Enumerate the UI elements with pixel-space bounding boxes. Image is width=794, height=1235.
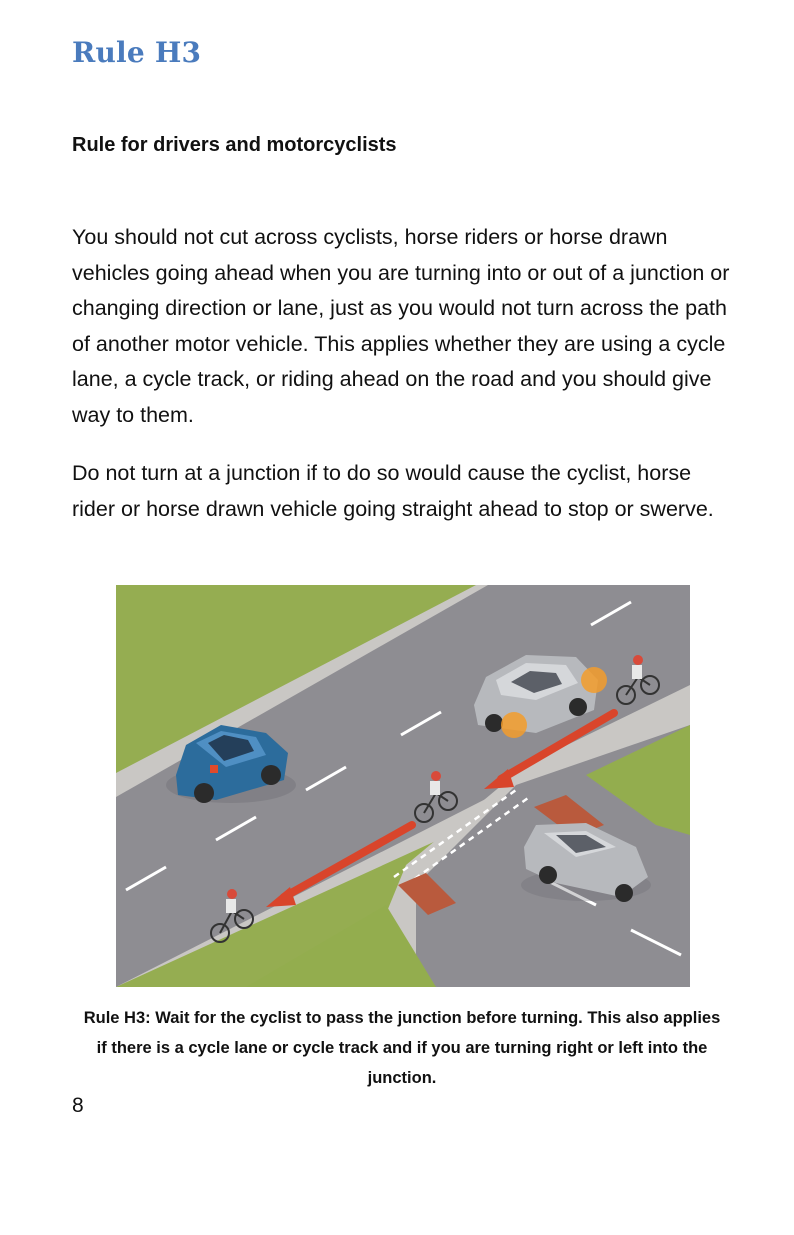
page-number: 8 <box>72 1094 84 1117</box>
paragraph-1: You should not cut across cyclists, horse riders or horse drawn vehicles going ahead when you are turning into or out of a junction or changing direction or lane, just as you would not turn across the path of another motor vehicle. This applies whether they are using a cycle lane, a cycle track, or riding ahead on the road and you should give way to them. <box>72 225 730 427</box>
illustration-caption: Rule H3: Wait for the cyclist to pass the junction before turning. This also applies if there is a cycle lane or cycle track and if you are turning right or left into the junction. <box>83 1009 721 1087</box>
section-subheading: Rule for drivers and motorcyclists <box>72 134 397 156</box>
junction-illustration <box>116 585 690 987</box>
indicator-light-rear <box>581 667 607 693</box>
rule-title: Rule H3 <box>72 36 202 69</box>
indicator-light-front <box>501 712 527 738</box>
junction-scene <box>116 585 690 987</box>
paragraph-2: Do not turn at a junction if to do so would cause the cyclist, horse rider or horse drawn vehicle going straight ahead to stop or swerve. <box>72 461 714 521</box>
